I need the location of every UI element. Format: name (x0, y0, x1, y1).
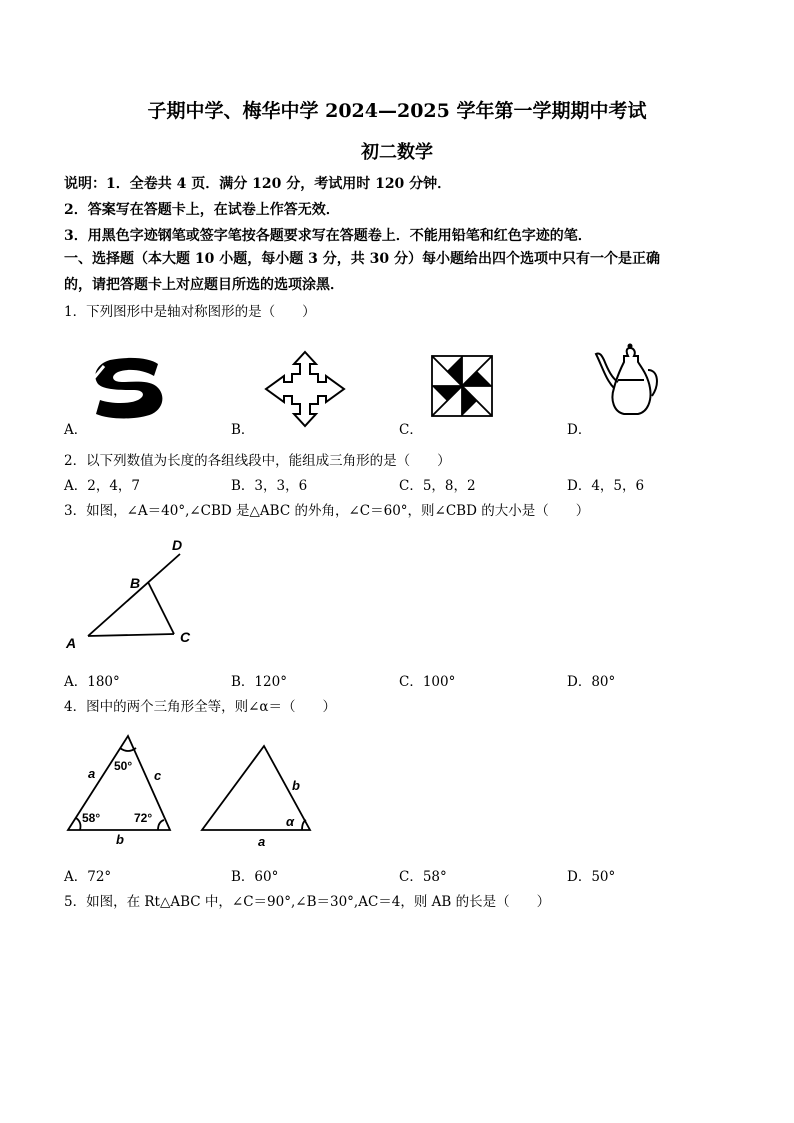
q1-option-d[interactable]: D． (567, 422, 592, 438)
section-heading-line-1: 一、选择题（本大题 10 小题，每小题 3 分，共 30 分）每小题给出四个选项中只有一个是正确 (64, 251, 660, 267)
q2-option-d[interactable]: D．4，5，6 (567, 478, 645, 494)
q4-t1-angle-right: 72° (134, 811, 153, 825)
exam-subject: 初二数学 (361, 142, 433, 163)
question-2-stem: 2．以下列数值为长度的各组线段中，能组成三角形的是（ ） (64, 453, 451, 469)
q4-triangle-2-figure (198, 740, 320, 848)
question-4-stem: 4．图中的两个三角形全等，则∠α＝（ ） (64, 699, 337, 715)
q3-label-b: B (130, 575, 141, 591)
q2-option-a[interactable]: A．2，4，7 (64, 478, 141, 494)
q4-option-a[interactable]: A．72° (64, 869, 112, 885)
q4-t2-side-b: b (292, 778, 300, 793)
q1-option-a[interactable]: A． (64, 422, 88, 438)
exam-title: 子期中学、梅华中学 2024—2025 学年第一学期期中考试 (147, 100, 647, 122)
q3-triangle-figure (62, 536, 202, 656)
option-b-cross-arrows-icon (264, 350, 346, 428)
q3-label-d: D (172, 537, 183, 553)
section-heading-line-2: 的，请把答题卡上对应题目所选的选项涂黑． (64, 277, 344, 293)
question-3-stem: 3．如图，∠A＝40°,∠CBD 是△ABC 的外角，∠C＝60°，则∠CBD 的大小是（ ） (64, 503, 590, 519)
q1-option-c[interactable]: C． (399, 422, 423, 438)
instruction-line-1: 说明：1．全卷共 4 页．满分 120 分，考试用时 120 分钟． (64, 176, 452, 192)
q4-option-d[interactable]: D．50° (567, 869, 616, 885)
q2-option-b[interactable]: B．3，3，6 (231, 478, 308, 494)
q2-option-c[interactable]: C．5，8，2 (399, 478, 476, 494)
option-d-teapot-icon (594, 340, 662, 418)
q3-option-a[interactable]: A．180° (64, 674, 120, 690)
q4-option-b[interactable]: B．60° (231, 869, 279, 885)
q3-option-c[interactable]: C．100° (399, 674, 456, 690)
q4-t1-side-a: a (88, 766, 96, 781)
instruction-line-3: 3．用黑色字迹钢笔或签字笔按各题要求写在答题卷上．不能用铅笔和红色字迹的笔． (64, 228, 592, 244)
question-1-stem: 1．下列图形中是轴对称图形的是（ ） (64, 304, 316, 320)
q4-t1-side-c: c (154, 768, 162, 783)
q4-option-c[interactable]: C．58° (399, 869, 447, 885)
q4-t1-angle-top: 50° (114, 759, 133, 773)
q3-option-d[interactable]: D．80° (567, 674, 616, 690)
q4-t1-side-b: b (116, 832, 124, 847)
question-5-stem: 5．如图，在 Rt△ABC 中，∠C＝90°,∠B＝30°,AC＝4，则 AB 的长是（ ） (64, 894, 551, 910)
q1-option-b[interactable]: B． (231, 422, 255, 438)
q4-triangle-1-figure (62, 732, 182, 848)
option-a-s-logo-icon (90, 356, 166, 420)
option-c-pinwheel-icon (430, 354, 494, 418)
q3-label-a: A (66, 635, 77, 651)
q4-t2-side-a: a (258, 834, 266, 849)
q4-t1-angle-left: 58° (82, 811, 101, 825)
instruction-line-2: 2．答案写在答题卡上，在试卷上作答无效． (64, 202, 340, 218)
q3-label-c: C (180, 629, 191, 645)
q4-t2-alpha: α (286, 814, 295, 829)
q3-option-b[interactable]: B．120° (231, 674, 287, 690)
